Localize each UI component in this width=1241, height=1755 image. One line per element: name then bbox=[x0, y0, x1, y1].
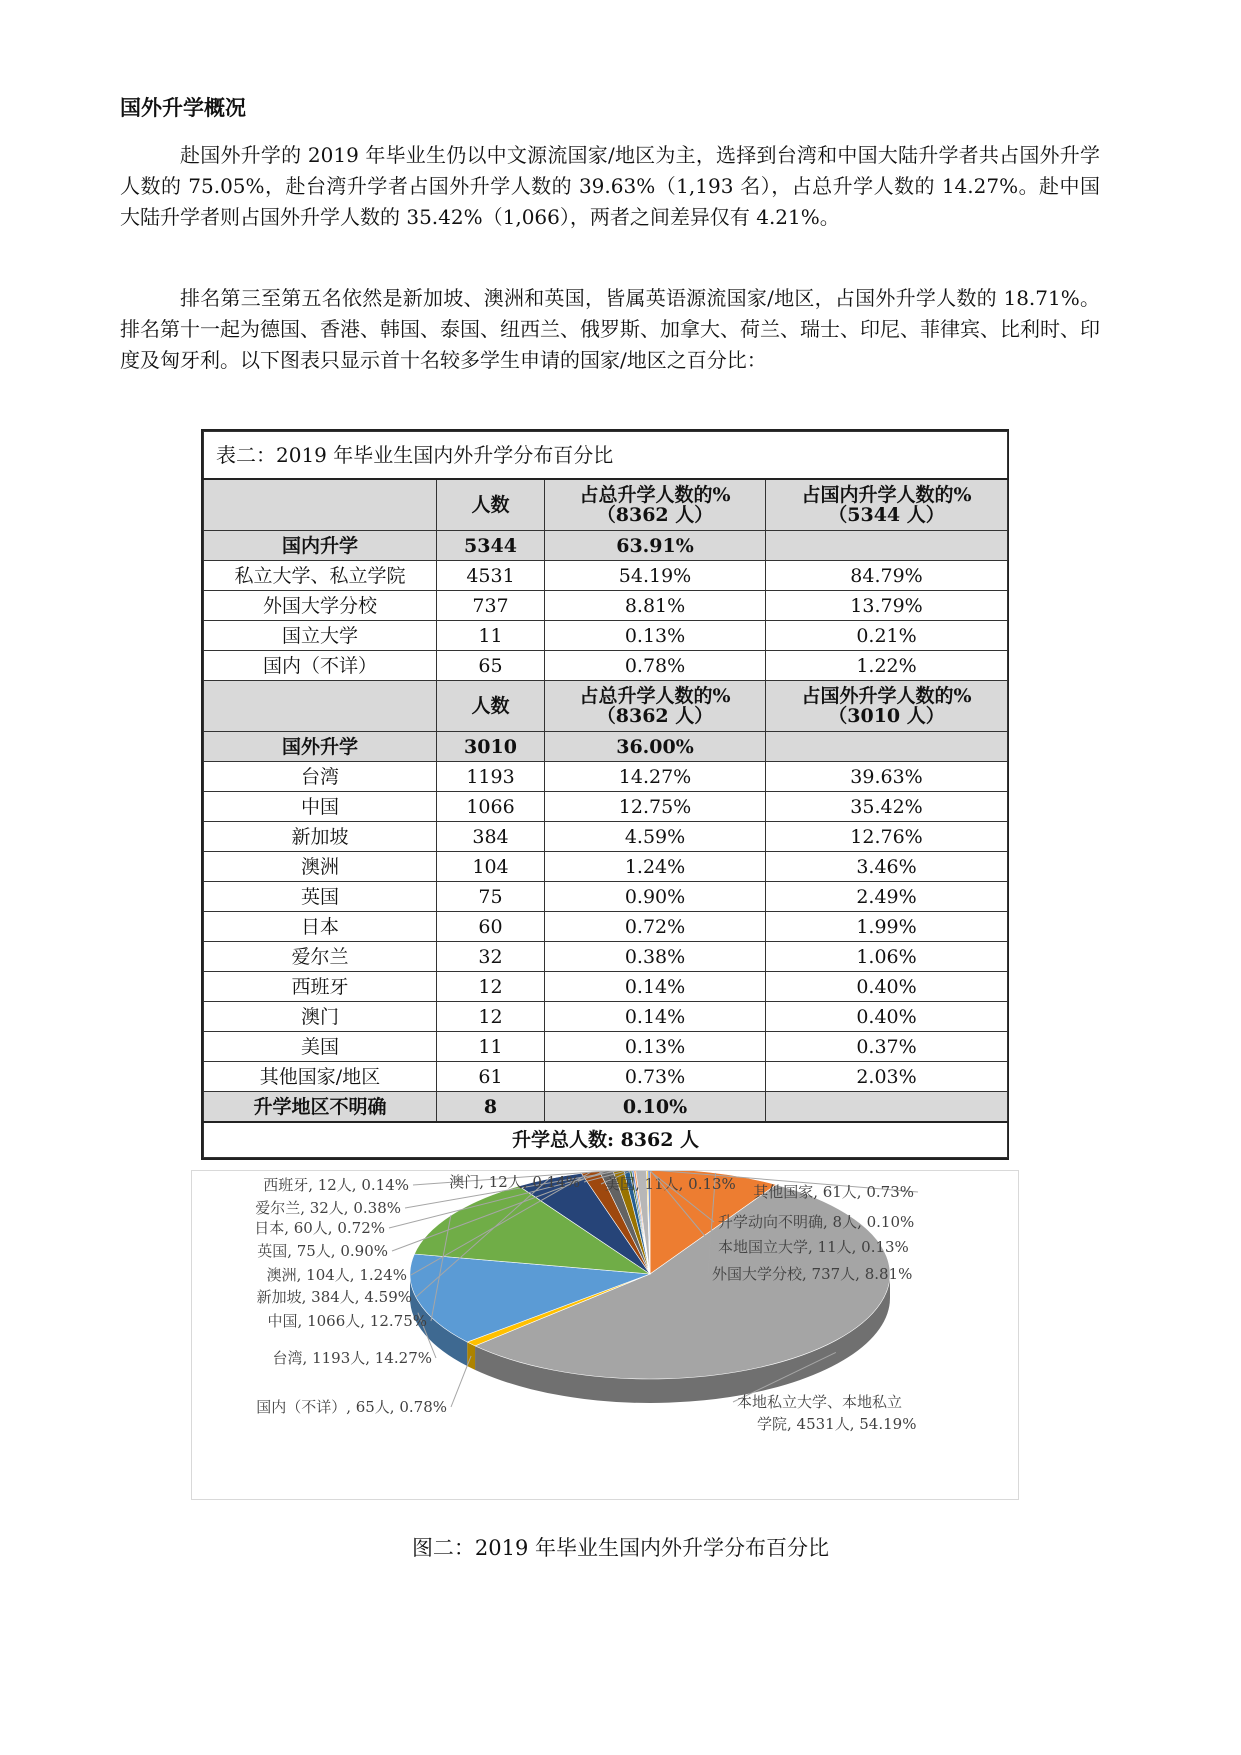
table-cell bbox=[766, 732, 1008, 762]
subtotal-row bbox=[204, 1092, 1008, 1123]
table-cell: 新加坡 bbox=[204, 822, 437, 852]
table-cell: 11 bbox=[437, 1032, 545, 1062]
header-line: 占总升学人数的% bbox=[579, 685, 731, 707]
table-cell bbox=[766, 1092, 1008, 1123]
header-cell bbox=[204, 479, 437, 531]
pie-label: 日本, 60人, 0.72% bbox=[254, 1219, 385, 1237]
table-cell: 39.63% bbox=[766, 762, 1008, 792]
table-cell: 升学地区不明确 bbox=[204, 1092, 437, 1123]
table-cell: 0.14% bbox=[545, 972, 766, 1002]
table-cell: 台湾 bbox=[204, 762, 437, 792]
table-cell: 0.40% bbox=[766, 1002, 1008, 1032]
header-count: 人数 bbox=[437, 681, 545, 732]
table-cell: 75 bbox=[437, 882, 545, 912]
table-cell: 日本 bbox=[204, 912, 437, 942]
table-row bbox=[204, 762, 1008, 792]
table-cell: 63.91% bbox=[545, 531, 766, 561]
table-cell: 14.27% bbox=[545, 762, 766, 792]
pie-label: 国内（不详）, 65人, 0.78% bbox=[256, 1398, 447, 1416]
table-cell: 8 bbox=[437, 1092, 545, 1123]
header-percent bbox=[545, 479, 766, 531]
table-cell: 4.59% bbox=[545, 822, 766, 852]
pie-label: 外国大学分校, 737人, 8.81% bbox=[712, 1265, 913, 1283]
paragraph-2: 排名第三至第五名依然是新加坡、澳洲和英国，皆属英语源流国家/地区，占国外升学人数的 18.71%。排名第十一起为德国、香港、韩国、泰国、纽西兰、俄罗斯、加拿大、荷兰、瑞士、印尼、菲律宾、比利时、印度及匈牙利。以下图表只显示首十名较多学生申请的国家/地区之百分比： bbox=[120, 286, 1100, 372]
header-cell bbox=[204, 681, 437, 732]
table-cell: 3.46% bbox=[766, 852, 1008, 882]
table-cell: 35.42% bbox=[766, 792, 1008, 822]
table-cell: 中国 bbox=[204, 792, 437, 822]
table-cell: 11 bbox=[437, 621, 545, 651]
distribution-table bbox=[201, 429, 1009, 1160]
pie-label: 爱尔兰, 32人, 0.38% bbox=[255, 1199, 401, 1217]
table-row bbox=[204, 792, 1008, 822]
table-cell: 1.06% bbox=[766, 942, 1008, 972]
table-cell: 澳门 bbox=[204, 1002, 437, 1032]
table-cell: 2.49% bbox=[766, 882, 1008, 912]
pie-label: 台湾, 1193人, 14.27% bbox=[272, 1349, 432, 1367]
table-cell: 12 bbox=[437, 972, 545, 1002]
table-cell: 104 bbox=[437, 852, 545, 882]
table-cell: 12 bbox=[437, 1002, 545, 1032]
pie-label: 英国, 75人, 0.90% bbox=[257, 1242, 388, 1260]
table-cell: 32 bbox=[437, 942, 545, 972]
total-cell: 升学总人数: 8362 人 bbox=[204, 1122, 1008, 1158]
total-row bbox=[204, 1122, 1008, 1158]
pie-slice-side bbox=[467, 1342, 475, 1370]
header-percent bbox=[545, 681, 766, 732]
table-row bbox=[204, 561, 1008, 591]
paragraph-1: 赴国外升学的 2019 年毕业生仍以中文源流国家/地区为主，选择到台湾和中国大陆升学者共占国外升学人数的 75.05%，赴台湾升学者占国外升学人数的 39.63%（1,193 名），占总升学人数的 14.27%。赴中国大陆升学者则占国外升学人数的 35.42%（1,066），两者之间差异仅有 4.21%。 bbox=[120, 143, 1100, 229]
table-cell: 12.75% bbox=[545, 792, 766, 822]
header-line: （3010 人） bbox=[828, 705, 945, 727]
header-line: （5344 人） bbox=[828, 504, 945, 526]
table-cell: 外国大学分校 bbox=[204, 591, 437, 621]
table-cell: 爱尔兰 bbox=[204, 942, 437, 972]
table-cell: 1193 bbox=[437, 762, 545, 792]
pie-label: 中国, 1066人, 12.75% bbox=[267, 1312, 427, 1330]
table-cell: 13.79% bbox=[766, 591, 1008, 621]
table-row bbox=[204, 1032, 1008, 1062]
table-cell: 84.79% bbox=[766, 561, 1008, 591]
pie-label: 升学动向不明确, 8人, 0.10% bbox=[718, 1213, 915, 1231]
table-row bbox=[204, 912, 1008, 942]
figure-caption: 图二：2019 年毕业生国内外升学分布百分比 bbox=[411, 1536, 830, 1560]
pie-label: 本地国立大学, 11人, 0.13% bbox=[718, 1238, 909, 1256]
table-cell: 0.13% bbox=[545, 621, 766, 651]
table-row bbox=[204, 651, 1008, 681]
table-row bbox=[204, 621, 1008, 651]
table-header-row bbox=[204, 479, 1008, 531]
table-cell: 737 bbox=[437, 591, 545, 621]
table-cell: 36.00% bbox=[545, 732, 766, 762]
table-cell: 54.19% bbox=[545, 561, 766, 591]
table-cell: 私立大学、私立学院 bbox=[204, 561, 437, 591]
subtotal-row bbox=[204, 732, 1008, 762]
pie-chart-svg bbox=[192, 1171, 1020, 1501]
table-cell: 0.72% bbox=[545, 912, 766, 942]
table-row bbox=[204, 1002, 1008, 1032]
table-row bbox=[204, 972, 1008, 1002]
leader-line bbox=[451, 1356, 471, 1407]
table-cell: 0.37% bbox=[766, 1032, 1008, 1062]
table-caption: 表二：2019 年毕业生国内外升学分布百分比 bbox=[204, 432, 1008, 480]
table-header-row bbox=[204, 681, 1008, 732]
table-cell: 1.24% bbox=[545, 852, 766, 882]
table-cell: 0.10% bbox=[545, 1092, 766, 1123]
table-row bbox=[204, 942, 1008, 972]
table-cell bbox=[766, 531, 1008, 561]
table-cell: 61 bbox=[437, 1062, 545, 1092]
table-cell: 国立大学 bbox=[204, 621, 437, 651]
header-line: 占国内升学人数的% bbox=[801, 484, 972, 506]
table-cell: 美国 bbox=[204, 1032, 437, 1062]
table-cell: 其他国家/地区 bbox=[204, 1062, 437, 1092]
header-line: （8362 人） bbox=[596, 705, 714, 727]
subtotal-row bbox=[204, 531, 1008, 561]
header-count: 人数 bbox=[437, 479, 545, 531]
header-percent bbox=[766, 479, 1008, 531]
table-cell: 12.76% bbox=[766, 822, 1008, 852]
table-row bbox=[204, 882, 1008, 912]
table-row bbox=[204, 822, 1008, 852]
pie-label: 美国, 11人, 0.13% bbox=[605, 1175, 736, 1193]
table-cell: 0.78% bbox=[545, 651, 766, 681]
pie-chart bbox=[191, 1170, 1019, 1500]
table-cell: 澳洲 bbox=[204, 852, 437, 882]
header-line: 占国外升学人数的% bbox=[801, 685, 972, 707]
table-cell: 0.38% bbox=[545, 942, 766, 972]
table-cell: 西班牙 bbox=[204, 972, 437, 1002]
table-cell: 3010 bbox=[437, 732, 545, 762]
table-cell: 2.03% bbox=[766, 1062, 1008, 1092]
table-cell: 国内（不详） bbox=[204, 651, 437, 681]
pie-label: 澳洲, 104人, 1.24% bbox=[266, 1266, 407, 1284]
table-cell: 国内升学 bbox=[204, 531, 437, 561]
table-cell: 4531 bbox=[437, 561, 545, 591]
table-row bbox=[204, 852, 1008, 882]
table-row bbox=[204, 1062, 1008, 1092]
table-cell: 0.73% bbox=[545, 1062, 766, 1092]
table-cell: 0.90% bbox=[545, 882, 766, 912]
table-cell: 1.22% bbox=[766, 651, 1008, 681]
table-cell: 1066 bbox=[437, 792, 545, 822]
table-cell: 0.13% bbox=[545, 1032, 766, 1062]
pie-label: 新加坡, 384人, 4.59% bbox=[256, 1288, 412, 1306]
header-line: （8362 人） bbox=[596, 504, 714, 526]
table-cell: 0.14% bbox=[545, 1002, 766, 1032]
section-heading: 国外升学概况 bbox=[120, 95, 246, 120]
table-cell: 65 bbox=[437, 651, 545, 681]
table-cell: 5344 bbox=[437, 531, 545, 561]
pie-label: 西班牙, 12人, 0.14% bbox=[263, 1176, 409, 1194]
header-line: 占总升学人数的% bbox=[579, 484, 731, 506]
table-cell: 60 bbox=[437, 912, 545, 942]
table-cell: 8.81% bbox=[545, 591, 766, 621]
table-cell: 0.40% bbox=[766, 972, 1008, 1002]
pie-label: 本地私立大学、本地私立学院, 4531人, 54.19% bbox=[737, 1393, 917, 1433]
table-cell: 国外升学 bbox=[204, 732, 437, 762]
pie-label: 其他国家, 61人, 0.73% bbox=[753, 1183, 914, 1201]
table-cell: 0.21% bbox=[766, 621, 1008, 651]
pie-label: 澳门, 12人, 0.14% bbox=[449, 1173, 580, 1191]
table-row bbox=[204, 591, 1008, 621]
table-cell: 384 bbox=[437, 822, 545, 852]
table-cell: 英国 bbox=[204, 882, 437, 912]
table-cell: 1.99% bbox=[766, 912, 1008, 942]
header-percent bbox=[766, 681, 1008, 732]
